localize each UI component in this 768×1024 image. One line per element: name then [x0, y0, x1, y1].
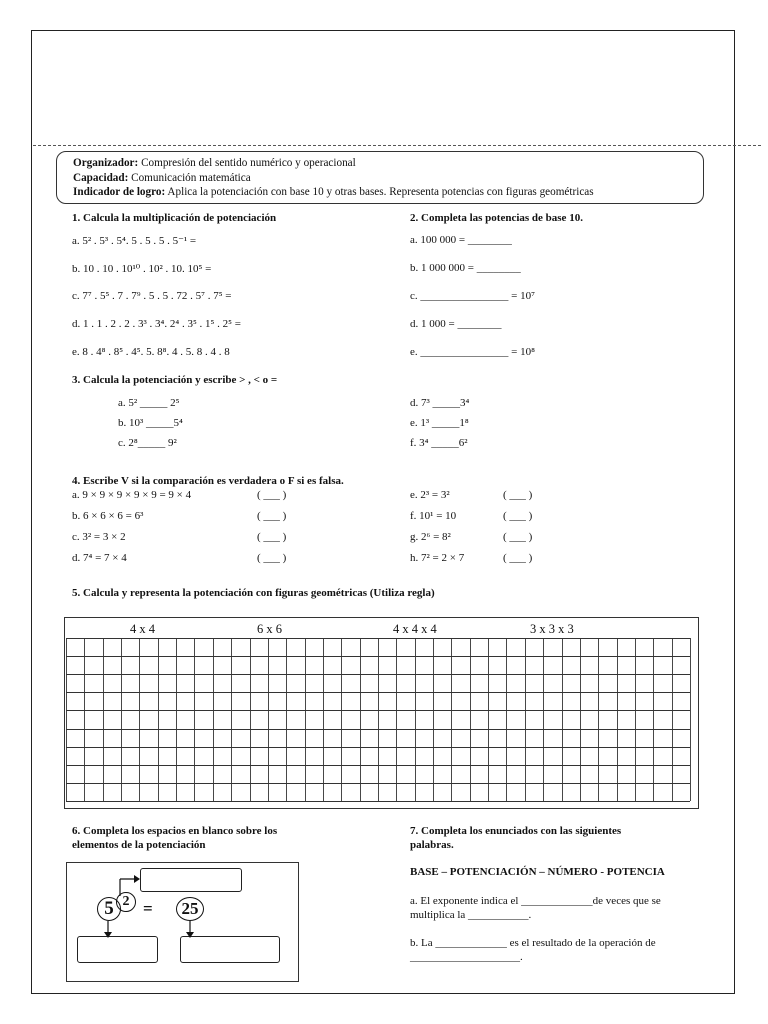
q1-title: 1. Calcula la multiplicación de potenciación [72, 212, 277, 224]
q4-blank[interactable]: ( ___ ) [257, 552, 287, 564]
q3-item: a. 5² _____ 2⁵ [118, 397, 180, 409]
exponent-circle: 2 [116, 892, 136, 912]
q7-statement-a-cont: multiplica la ___________. [410, 909, 532, 921]
q1-item: b. 10 . 10 . 10¹⁰ . 10² . 10. 10⁵ = [72, 263, 212, 275]
grid-label: 6 x 6 [257, 622, 282, 636]
info-box [56, 151, 704, 204]
q7-statement-b: b. La _____________ es el resultado de la operación de [410, 937, 656, 949]
q6-title-line2: elementos de la potenciación [72, 839, 206, 851]
q7-title-line2: palabras. [410, 839, 454, 851]
q3-item: f. 3⁴ _____6² [410, 437, 468, 449]
q4-expr: a. 9 × 9 × 9 × 9 × 9 = 9 × 4 [72, 489, 192, 501]
q3-title: 3. Calcula la potenciación y escribe > , < o = [72, 374, 278, 386]
q1-item: d. 1 . 1 . 2 . 2 . 3³ . 3⁴. 2⁴ . 3⁵ . 1⁵ . 2⁵ = [72, 318, 241, 330]
q2-title: 2. Completa las potencias de base 10. [410, 212, 583, 224]
q4-blank[interactable]: ( ___ ) [503, 510, 533, 522]
q4-expr: b. 6 × 6 × 6 = 6³ [72, 510, 144, 522]
q4-expr: e. 2³ = 3² [410, 489, 450, 501]
base-circle: 5 [97, 897, 121, 921]
q4-expr: f. 10¹ = 10 [410, 510, 457, 522]
grid-label: 4 x 4 x 4 [393, 622, 437, 636]
indicador-line: Indicador de logro: Aplica la potenciación con base 10 y otras bases. Representa potencias con figuras geométricas [73, 186, 594, 198]
q3-item: c. 2⁸_____ 9² [118, 437, 177, 449]
q4-blank[interactable]: ( ___ ) [503, 489, 533, 501]
result-circle: 25 [176, 897, 204, 921]
dashed-divider [33, 145, 761, 146]
diagram-arrows [66, 862, 299, 982]
q4-expr: h. 7² = 2 × 7 [410, 552, 465, 564]
q3-item: d. 7³ _____3⁴ [410, 397, 470, 409]
q7-statement-b-cont: ____________________. [410, 951, 523, 963]
q2-item: b. 1 000 000 = ________ [410, 262, 521, 274]
q7-statement-a: a. El exponente indica el _____________de veces que se [410, 895, 661, 907]
drawing-grid[interactable] [66, 638, 690, 801]
q7-title-line1: 7. Completa los enunciados con las siguientes [410, 825, 622, 837]
q4-blank[interactable]: ( ___ ) [257, 489, 287, 501]
q2-item: a. 100 000 = ________ [410, 234, 512, 246]
q1-item: c. 7⁷ . 5⁵ . 7 . 7⁹ . 5 . 5 . 72 . 5⁷ . 7⁵ = [72, 290, 232, 302]
q2-item: e. ________________ = 10⁸ [410, 346, 535, 358]
q4-blank[interactable]: ( ___ ) [257, 510, 287, 522]
q4-blank[interactable]: ( ___ ) [503, 552, 533, 564]
q4-expr: d. 7⁴ = 7 × 4 [72, 552, 127, 564]
q4-expr: c. 3² = 3 × 2 [72, 531, 126, 543]
q3-item: e. 1³ _____1⁸ [410, 417, 469, 429]
q4-title: 4. Escribe V si la comparación es verdadera o F si es falsa. [72, 475, 344, 487]
q2-item: c. ________________ = 10⁷ [410, 290, 535, 302]
q3-item: b. 10³ _____5⁴ [118, 417, 183, 429]
organizador-line: Organizador: Compresión del sentido numérico y operacional [73, 157, 356, 169]
grid-label: 3 x 3 x 3 [530, 622, 574, 636]
grid-label: 4 x 4 [130, 622, 155, 636]
q4-blank[interactable]: ( ___ ) [503, 531, 533, 543]
q4-expr: g. 2⁶ = 8² [410, 531, 451, 543]
q4-blank[interactable]: ( ___ ) [257, 531, 287, 543]
equals-sign: = [143, 899, 153, 918]
grid-lines [66, 638, 691, 802]
capacidad-line: Capacidad: Comunicación matemática [73, 171, 251, 184]
q5-title: 5. Calcula y representa la potenciación con figuras geométricas (Utiliza regla) [72, 587, 435, 599]
q1-item: a. 5² . 5³ . 5⁴. 5 . 5 . 5 . 5⁻¹ = [72, 235, 197, 247]
q1-item: e. 8 . 4⁸ . 8⁵ . 4⁵. 5. 8⁸. 4 . 5. 8 . 4 . 8 [72, 346, 230, 358]
q2-item: d. 1 000 = ________ [410, 318, 502, 330]
q7-word-bank: BASE – POTENCIACIÓN – NÚMERO - POTENCIA [410, 866, 665, 878]
q6-title-line1: 6. Completa los espacios en blanco sobre los [72, 825, 278, 837]
